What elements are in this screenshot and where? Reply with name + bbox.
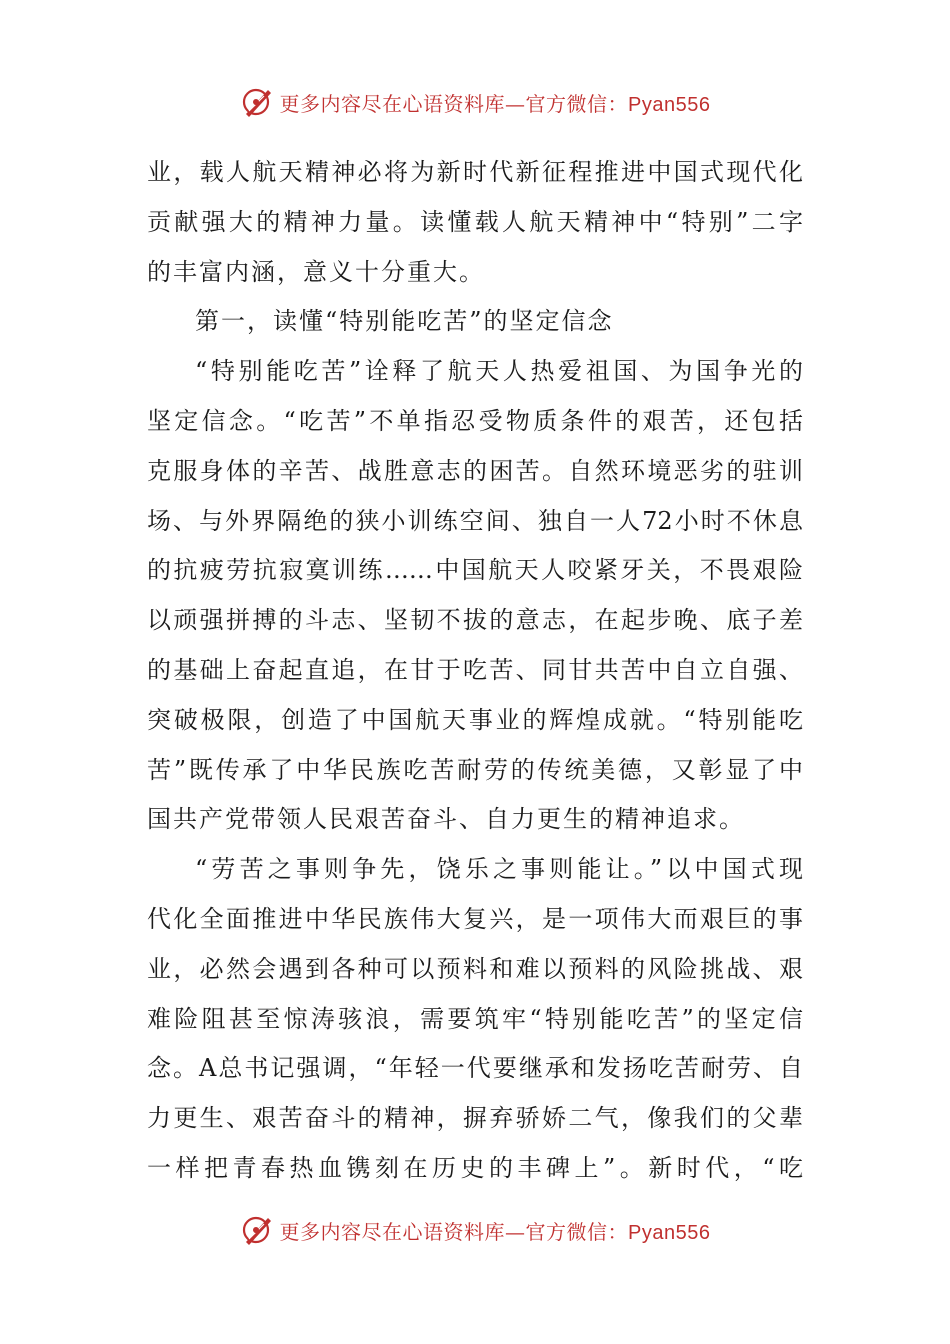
section-heading: 第一，读懂“特别能吃苦”的坚定信念 [195, 307, 614, 336]
body-text [147, 148, 803, 1194]
text-line-14: 国共产党带领人民艰苦奋斗、自力更生的精神追求。 [147, 805, 745, 834]
text-line-2: 贡献强大的精神力量。读懂载人航天精神中“特别”二字 [147, 207, 803, 236]
footer-banner-text: 更多内容尽在心语资料库—官方微信：Pyan556 [279, 1219, 711, 1244]
text-line-5: “特别能吃苦”诠释了航天人热爱祖国、为国争光的 [195, 357, 803, 386]
text-line-3: 的丰富内涵，意义十分重大。 [147, 257, 485, 286]
text-line-8: 场、与外界隔绝的狭小训练空间、独自一人72小时不休息 [147, 506, 803, 535]
text-line-11: 的基础上奋起直追，在甘于吃苦、同甘共苦中自立自强、 [147, 655, 803, 684]
header-wechat-id: Pyan556 [628, 93, 711, 116]
header-banner-text: 更多内容尽在心语资料库—官方微信：Pyan556 [279, 91, 711, 116]
text-line-1: 业，载人航天精神必将为新时代新征程推进中国式现代化 [147, 158, 803, 186]
text-line-19: 念。A总书记强调，“年轻一代要继承和发扬吃苦耐劳、自 [147, 1054, 803, 1083]
text-line-15: “劳苦之事则争先，饶乐之事则能让。”以中国式现 [195, 855, 803, 884]
text-line-9: 的抗疲劳抗寂寞训练……中国航天人咬紧牙关，不畏艰险 [147, 556, 803, 585]
footer-watermark-banner [0, 1210, 950, 1250]
text-line-20: 力更生、艰苦奋斗的精神，摒弃骄娇二气，像我们的父辈 [147, 1104, 803, 1133]
text-line-18: 难险阻甚至惊涛骇浪，需要筑牢“特别能吃苦”的坚定信 [147, 1004, 803, 1033]
text-line-6: 坚定信念。“吃苦”不单指忍受物质条件的艰苦，还包括 [147, 406, 803, 435]
text-line-17: 业，必然会遇到各种可以预料和难以预料的风险挑战、艰 [147, 954, 803, 983]
text-line-12: 突破极限，创造了中国航天事业的辉煌成就。“特别能吃 [147, 705, 803, 734]
text-line-13: 苦”既传承了中华民族吃苦耐劳的传统美德，又彰显了中 [147, 755, 803, 784]
footer-wechat-id: Pyan556 [628, 1221, 711, 1244]
text-line-16: 代化全面推进中华民族伟大复兴，是一项伟大而艰巨的事 [147, 904, 803, 933]
text-line-10: 以顽强拼搏的斗志、坚韧不拔的意志，在起步晚、底子差 [147, 606, 803, 635]
pen-logo-icon [240, 1212, 276, 1248]
text-line-21: 一样把青春热血镌刻在历史的丰碑上”。新时代，“吃 [147, 1153, 803, 1182]
pen-logo-icon [240, 84, 276, 120]
header-watermark-banner [0, 82, 950, 122]
text-line-7: 克服身体的辛苦、战胜意志的困苦。自然环境恶劣的驻训 [147, 456, 803, 485]
